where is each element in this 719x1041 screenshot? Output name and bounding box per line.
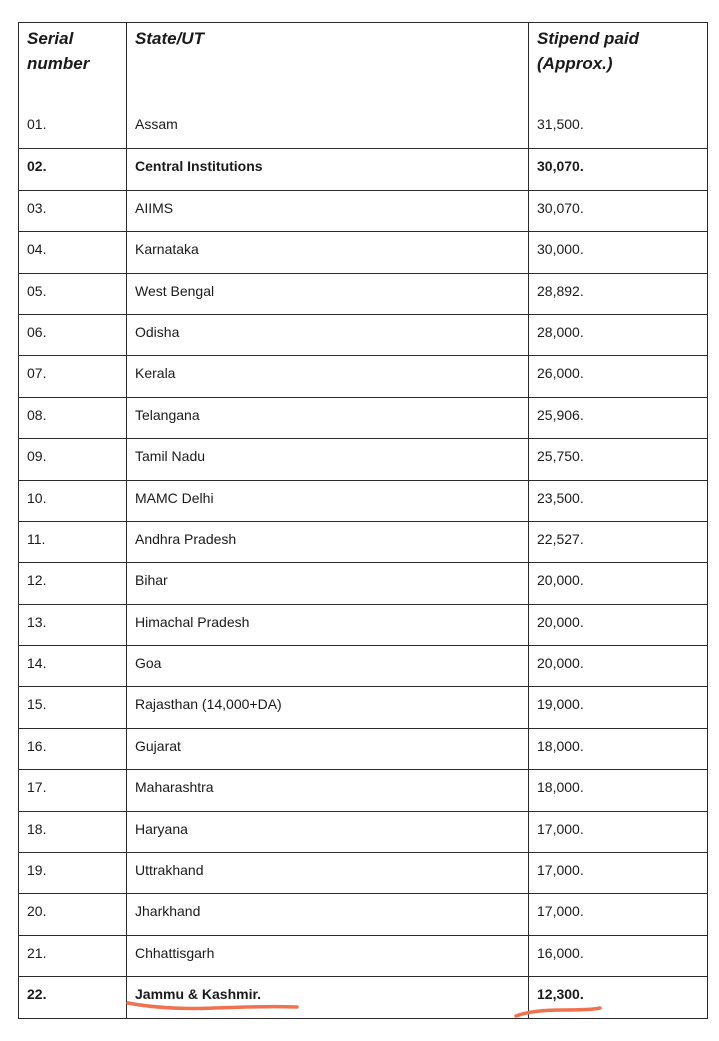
state-cell: Jharkhand [127, 894, 529, 934]
table-row [19, 107, 707, 148]
state-cell: Karnataka [127, 232, 529, 272]
state-cell: Gujarat [127, 729, 529, 769]
table-row [19, 148, 707, 189]
serial-cell: 05. [19, 274, 127, 314]
table-row [19, 521, 707, 562]
serial-cell: 21. [19, 936, 127, 976]
state-cell: Maharashtra [127, 770, 529, 810]
stipend-cell: 26,000. [537, 365, 584, 382]
state-cell: Telangana [127, 398, 529, 438]
serial-cell: 03. [19, 191, 127, 231]
serial-cell: 06. [19, 315, 127, 355]
stipend-cell: 28,000. [537, 323, 584, 340]
state-cell: West Bengal [127, 274, 529, 314]
stipend-cell: 17,000. [537, 862, 584, 879]
stipend-cell: 23,500. [537, 489, 584, 506]
state-cell: Chhattisgarh [127, 936, 529, 976]
stipend-cell: 19,000. [537, 696, 584, 713]
stipend-cell: 28,892. [537, 282, 584, 299]
stipend-cell: 25,750. [537, 448, 584, 465]
state-cell: Odisha [127, 315, 529, 355]
serial-cell: 14. [19, 646, 127, 686]
stipend-cell: 25,906. [537, 406, 584, 423]
stipend-cell: 20,000. [537, 655, 584, 672]
state-cell: Andhra Pradesh [127, 522, 529, 562]
table-row [19, 728, 707, 769]
stipend-cell: 31,500. [537, 116, 584, 132]
serial-cell: 15. [19, 687, 127, 727]
state-cell: MAMC Delhi [127, 481, 529, 521]
table-row [19, 231, 707, 272]
serial-cell: 22. [19, 977, 127, 1017]
stipend-cell: 12,300. [537, 986, 584, 1003]
stipend-cell: 17,000. [537, 903, 584, 920]
table-row [19, 273, 707, 314]
serial-cell: 02. [19, 149, 127, 189]
serial-cell: 09. [19, 439, 127, 479]
table-header-row [19, 23, 707, 107]
serial-cell: 17. [19, 770, 127, 810]
stipend-cell: 20,000. [537, 572, 584, 589]
serial-cell: 07. [19, 356, 127, 396]
state-cell: AIIMS [127, 191, 529, 231]
header-serial-number [19, 23, 127, 107]
table-row [19, 645, 707, 686]
table-row [19, 190, 707, 231]
table-row [19, 686, 707, 727]
serial-cell: 12. [19, 563, 127, 603]
state-cell: Jammu & Kashmir. [127, 977, 529, 1017]
header-serial-line2: number [27, 54, 90, 73]
header-serial-line1: Serial [27, 29, 74, 48]
header-state: State/UT [127, 23, 529, 107]
table-row [19, 355, 707, 396]
table-row [19, 769, 707, 810]
table-row [19, 976, 707, 1017]
header-stipend-line2: (Approx.) [537, 54, 613, 73]
table-row [19, 314, 707, 355]
state-cell: Central Institutions [127, 149, 529, 189]
stipend-cell: 18,000. [537, 737, 584, 754]
table-row [19, 852, 707, 893]
state-cell: Tamil Nadu [127, 439, 529, 479]
serial-cell: 04. [19, 232, 127, 272]
stipend-cell: 22,527. [537, 530, 584, 547]
serial-cell: 16. [19, 729, 127, 769]
serial-cell: 13. [19, 605, 127, 645]
state-cell: Kerala [127, 356, 529, 396]
serial-cell: 19. [19, 853, 127, 893]
stipend-cell: 30,070. [537, 199, 584, 216]
stipend-cell: 30,000. [537, 241, 584, 258]
state-cell: Assam [127, 107, 529, 148]
state-cell: Haryana [127, 812, 529, 852]
table-row [19, 438, 707, 479]
table-row [19, 893, 707, 934]
serial-cell: 01. [19, 107, 127, 148]
stipend-cell: 20,000. [537, 613, 584, 630]
state-cell: Himachal Pradesh [127, 605, 529, 645]
table-row [19, 935, 707, 976]
state-cell: Goa [127, 646, 529, 686]
serial-cell: 10. [19, 481, 127, 521]
header-stipend [529, 23, 707, 107]
table-row [19, 604, 707, 645]
stipend-cell: 18,000. [537, 779, 584, 796]
state-cell: Uttrakhand [127, 853, 529, 893]
state-cell: Rajasthan (14,000+DA) [127, 687, 529, 727]
table-body [19, 107, 707, 1018]
serial-cell: 18. [19, 812, 127, 852]
table-row [19, 562, 707, 603]
serial-cell: 08. [19, 398, 127, 438]
table-row [19, 811, 707, 852]
table-row [19, 397, 707, 438]
serial-cell: 20. [19, 894, 127, 934]
stipend-cell: 30,070. [537, 158, 584, 175]
serial-cell: 11. [19, 522, 127, 562]
stipend-cell: 16,000. [537, 944, 584, 961]
stipend-cell: 17,000. [537, 820, 584, 837]
stipend-table [18, 22, 708, 1019]
header-stipend-line1: Stipend paid [537, 29, 639, 48]
state-cell: Bihar [127, 563, 529, 603]
table-row [19, 480, 707, 521]
